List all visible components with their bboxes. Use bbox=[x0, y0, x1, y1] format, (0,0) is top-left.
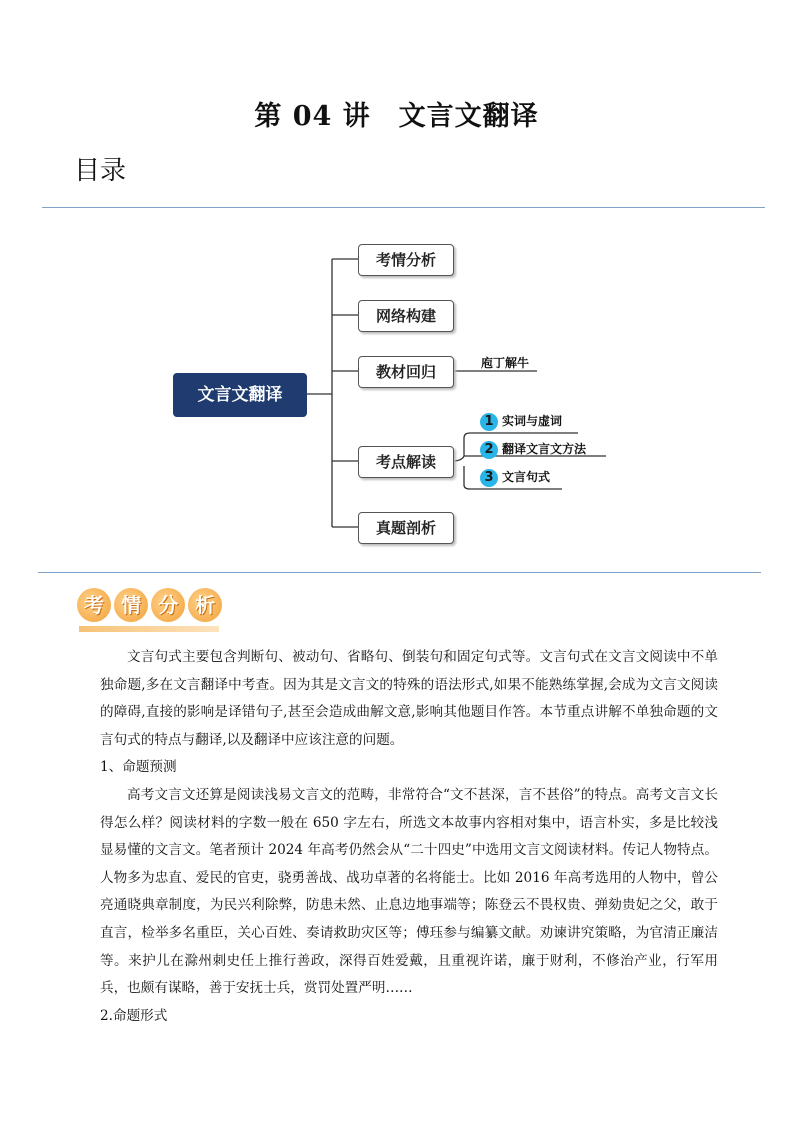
intro-paragraph: 文言句式主要包含判断句、被动句、省略句、倒装句和固定句式等。文言句式在文言文阅读中不单独命题,多在文言翻译中考查。因为其是文言文的特殊的语法形式,如果不能熟练掌握,会成为文言文阅读的障碍,直接的影响是译错句子,甚至会造成曲解文意,影响其他题目作答。本节重点讲解不单独命题的文言句式的特点与翻译,以及翻译中应该注意的问题。 bbox=[100, 649, 718, 748]
page-title: 第 04 讲 文言文翻译 bbox=[254, 101, 539, 132]
number-1-icon: 1 bbox=[480, 413, 498, 431]
badge-char: 分 bbox=[151, 588, 185, 622]
divider-mid bbox=[38, 572, 761, 573]
point-label: 实词与虚词 bbox=[502, 414, 563, 428]
number-2-icon: 2 bbox=[480, 441, 498, 459]
body-text bbox=[100, 644, 718, 1030]
textbook-item: 庖丁解牛 bbox=[481, 356, 530, 370]
badge-char: 考 bbox=[77, 588, 111, 622]
number-3-icon: 3 bbox=[480, 469, 498, 487]
point-item-2 bbox=[480, 440, 586, 459]
branch-network: 网络构建 bbox=[358, 300, 454, 332]
point-label: 翻译文言文方法 bbox=[502, 442, 587, 456]
point-item-1 bbox=[480, 412, 562, 431]
section-heading-1: 1、命题预测 bbox=[100, 759, 177, 776]
branch-exam-analysis: 考情分析 bbox=[358, 244, 454, 276]
toc-heading: 目录 bbox=[74, 156, 127, 186]
section-heading-2: 2.命题形式 bbox=[100, 1007, 168, 1024]
branch-real-questions: 真题剖析 bbox=[358, 512, 454, 544]
branch-key-points: 考点解读 bbox=[358, 446, 454, 478]
badge-char: 情 bbox=[114, 588, 148, 622]
badge-char: 析 bbox=[188, 588, 222, 622]
prediction-paragraph: 高考文言文还算是阅读浅易文言文的范畴，非常符合“文不甚深，言不甚俗”的特点。高考文言文长得怎么样？阅读材料的字数一般在 650 字左右，所选文本故事内容相对集中，语言朴实，多是比较浅显易懂的文言文。笔者预计 2024 年高考仍然会从“二十四史”中选用文言文阅读材料。传记人物特点。人物多为忠直、爱民的官吏，骁勇善战、战功卓著的名将能士。比如 2016 年高考选用的人物中，曾公亮通晓典章制度，为民兴利除弊，防患未然、止息边地事端等；陈登云不畏权贵、弹劾贵妃之父，敢于直言，检举多名重臣，关心百姓、奏请救助灾区等；傅珏参与编纂文献。劝谏讲究策略，为官清正廉洁等。来护儿在滁州刺史任上推行善政，深得百姓爱戴，且重视许诺，廉于财利，不修治产业，行军用兵，也颇有谋略，善于安抚士兵，赏罚处置严明…… bbox=[100, 786, 718, 997]
branch-textbook: 教材回归 bbox=[358, 356, 454, 388]
mindmap-root: 文言文翻译 bbox=[173, 373, 307, 417]
badge-underline bbox=[79, 626, 219, 632]
point-item-3 bbox=[480, 468, 550, 487]
point-label: 文言句式 bbox=[502, 470, 551, 484]
section-badge bbox=[77, 588, 220, 622]
